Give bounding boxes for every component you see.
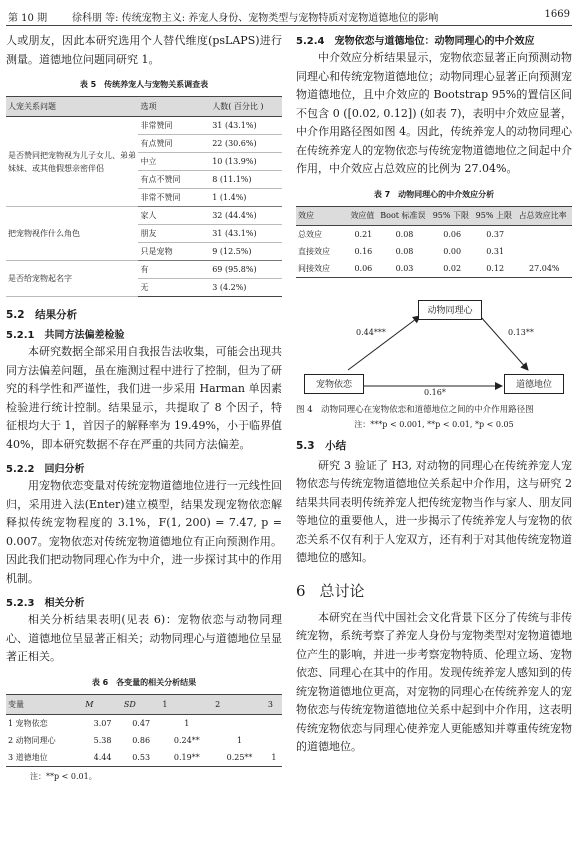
table-cell: 0.02 (431, 260, 474, 278)
table5-header-row (6, 97, 282, 117)
table-row (296, 225, 572, 243)
table5-option: 有点赞同 (138, 135, 210, 153)
table6-caption: 表 6 各变量的相关分析结果 (91, 677, 197, 687)
table5 (6, 96, 282, 297)
table5-count: 31 (43.1%) (210, 117, 282, 135)
table-cell: 3.07 (93, 718, 112, 728)
path-c-label: 0.16* (424, 387, 446, 397)
paragraph-6: 本研究在当代中国社会文化背景下区分了传统与非传统宠物，系统考察了养宠人身份与宠物类型对宠物道德地位产生的影响，并进一步考察宠物特质、伦理立场、宠物依恋、同理心在其中的作用。发现传统养宠人感知到的传统宠物道德地位更高，对宠物的同理心在传统养宠人的宠物依恋与传统宠物道德地位关系中起到中介作用，这表明传统宠物依恋与同理心使养宠人更能感知并尊重传统宠物的道德地位。 (296, 610, 572, 753)
table7-header: 占总效应比率 (517, 206, 572, 225)
table-cell: 0.25** (213, 749, 266, 767)
table-cell: 0.24** (173, 735, 200, 745)
table-cell: 0.08 (395, 229, 414, 239)
table-cell: 0.86 (132, 735, 151, 745)
table6-header: M (83, 694, 122, 714)
table-cell: 直接效应 (298, 246, 330, 256)
table-cell: 1 (184, 718, 190, 728)
table7-header: 效应值 (348, 206, 378, 225)
table-cell: 0.16 (354, 246, 373, 256)
table6 (6, 694, 282, 767)
table5-count: 69 (95.8%) (210, 261, 282, 279)
paragraph-5-2-4: 中介效应分析结果显示，宠物依恋显著正向预测动物同理心和传统宠物道德地位；动物同理心显著正向预测宠物道德地位，且中介效应的 Bootstrap 95%的置信区间不包含 0 ([0.02, 0.12]) (如表 7)，表明中介效应显著，中介作用路径图如图 4。因此，传统养宠人的动物同理心在传统养宠人的宠物依恋与传统宠物道德地位之间起中介作用，中介效应占总效应的比例为 27.04%。 (296, 51, 572, 175)
paragraph-5-2-2: 用宠物依恋变量对传统宠物道德地位进行一元线性回归，采用进入法(Enter)建立模型，结果发现宠物依恋解释拟传统宠物程度的 3.1%，F(1, 200) = 7.47, p = 0.007。宠物依恋对传统宠物道德地位有正向预测作用。因此我们把动物同理心作为中介，进一步探讨其中的作用机制。 (6, 479, 282, 585)
table-cell (266, 732, 282, 749)
table-row (6, 749, 282, 767)
table-row (296, 260, 572, 278)
table-row (6, 207, 282, 225)
running-header (6, 4, 572, 26)
table6-header-row (6, 694, 282, 714)
section-6-title: 总讨论 (319, 581, 365, 600)
table-cell: 0.06 (443, 229, 462, 239)
path-a-label: 0.44*** (356, 327, 386, 337)
section-heading-5-2: 5.2 结果分析 (6, 309, 78, 321)
left-column (6, 32, 282, 840)
section-heading-5-2-3: 5.2.3 相关分析 (6, 598, 85, 609)
table-cell: 总效应 (298, 229, 322, 239)
issue-number: 第 10 期 (8, 13, 48, 24)
table-cell: 3 道德地位 (6, 749, 83, 767)
table-cell (266, 714, 282, 732)
table-cell: 0.03 (378, 260, 430, 278)
section-heading-6 (296, 580, 572, 601)
table5-option: 无 (138, 279, 210, 297)
paragraph-5-2-3: 相关分析结果表明(见表 6)：宠物依恋与动物同理心、道德地位呈显著正相关；动物同理心与道德地位呈显著正相关。 (6, 613, 282, 663)
table-cell: 0.21 (354, 229, 373, 239)
table-cell: 0.37 (486, 229, 505, 239)
section-heading-5-2-4: 5.2.4 宠物依恋与道德地位：动物同理心的中介效应 (296, 36, 535, 47)
right-column (296, 32, 572, 840)
section-heading-5-2-1: 5.2.1 共同方法偏差检验 (6, 330, 125, 341)
table5-question-3: 是否给宠物起名字 (6, 261, 138, 297)
table7-header: 95% 下限 (431, 206, 474, 225)
table5-option: 有点不赞同 (138, 171, 210, 189)
figure4-note: 注：***p < 0.001, **p < 0.01, *p < 0.05 (354, 419, 514, 429)
table-cell: 0.12 (474, 260, 517, 278)
table6-header: 变量 (6, 694, 83, 714)
table-cell: 5.38 (93, 735, 112, 745)
table-row (6, 732, 282, 749)
page-number: 1669 (544, 9, 570, 20)
table5-count: 3 (4.2%) (210, 279, 282, 297)
table-cell: 0.47 (132, 718, 151, 728)
table5-option: 只是宠物 (138, 243, 210, 261)
table-cell: 0.31 (486, 246, 505, 256)
table-cell: 0.06 (348, 260, 378, 278)
table-cell (517, 243, 572, 260)
table5-count: 10 (13.9%) (210, 153, 282, 171)
table-cell: 4.44 (83, 749, 122, 767)
table5-count: 22 (30.6%) (210, 135, 282, 153)
table7-caption: 表 7 动物同理心的中介效应分析 (373, 189, 495, 199)
table6-header: SD (122, 694, 161, 714)
table6-note: 注：**p < 0.01。 (30, 771, 97, 781)
table5-count: 8 (11.1%) (210, 171, 282, 189)
intro-paragraph: 人或朋友，因此本研究选用个人替代维度(psLAPS)进行测量。道德地位问题同研究 1。 (6, 34, 282, 66)
table6-header: 3 (266, 694, 282, 714)
table-cell: 0.08 (395, 246, 414, 256)
table5-option: 非常赞同 (138, 117, 210, 135)
path-b-arrow (480, 316, 528, 370)
table5-header-count: 人数( 百分比 ) (210, 97, 282, 117)
table-cell: 0.53 (122, 749, 161, 767)
table-cell: 0.00 (443, 246, 462, 256)
table6-header: 2 (213, 694, 266, 714)
node-mediator: 动物同理心 (418, 300, 482, 320)
node-x: 宠物依恋 (304, 374, 364, 394)
table5-option: 有 (138, 261, 210, 279)
table-row (6, 117, 282, 135)
table5-question-2: 把宠物视作什么角色 (6, 207, 138, 261)
section-heading-5-3: 5.3 小结 (296, 439, 347, 452)
path-a-arrow (348, 316, 420, 370)
paragraph-5-2-1: 本研究数据全部采用自我报告法收集，可能会出现共同方法偏差问题，虽在施测过程中进行了控制，但为了研究的科学性和严谨性，我们进一步采用 Harman 单因素检验进行统计控制。结果显示，共提取了 8 个因子，特征根均大于 1，首因子的解释率为 19.49%，小于临界值 40%，即本研究数据不存在严重的共同方法偏差。 (6, 345, 282, 451)
table-cell: 间接效应 (296, 260, 348, 278)
table7 (296, 206, 572, 278)
section-heading-5-2-2: 5.2.2 回归分析 (6, 464, 85, 475)
table5-option: 非常不赞同 (138, 189, 210, 207)
table5-count: 9 (12.5%) (210, 243, 282, 261)
table7-header: Boot 标准误 (378, 206, 430, 225)
path-b-label: 0.13** (508, 327, 534, 337)
table-cell: 1 (266, 749, 282, 767)
table-cell: 27.04% (517, 260, 572, 278)
table-cell (213, 714, 266, 732)
table-cell: 0.19** (160, 749, 213, 767)
node-y: 道德地位 (504, 374, 564, 394)
table-cell: 1 宠物依恋 (8, 718, 48, 728)
figure4-diagram (296, 288, 572, 400)
table-cell: 1 (236, 735, 243, 745)
table-cell: 2 动物同理心 (8, 735, 56, 745)
table7-header: 效应 (296, 206, 348, 225)
table-cell (517, 225, 572, 243)
table-row (6, 714, 282, 732)
table-row (6, 261, 282, 279)
paragraph-5-3: 研究 3 验证了 H3, 对动物的同理心在传统养宠人宠物依恋与传统宠物道德地位关系起中介作用，这与研究 2 结果共同表明传统养宠人把传统宠物当作与家人、朋友同等地位的重要他人，进一步揭示了传统养宠人与宠物的依恋关系不仅有利于人宠双方，还有利于对其他传统宠物道德地位的感知。 (296, 458, 572, 564)
table5-option: 朋友 (138, 225, 210, 243)
section-6-number: 6 (296, 581, 306, 600)
table5-header-option: 选项 (138, 97, 210, 117)
table7-header: 95% 上限 (474, 206, 517, 225)
table-row (296, 243, 572, 260)
table5-count: 1 (1.4%) (210, 189, 282, 207)
table7-header-row (296, 206, 572, 225)
running-title: 徐科朋 等: 传统宠物主义: 养宠人身份、宠物类型与宠物特质对宠物道德地位的影响 (72, 13, 439, 24)
table5-count: 32 (44.4%) (210, 207, 282, 225)
table5-option: 中立 (138, 153, 210, 171)
figure4-caption: 图 4 动物同理心在宠物依恋和道德地位之间的中介作用路径图 (296, 404, 534, 415)
table6-header: 1 (160, 694, 213, 714)
table5-question-1: 是否赞同把宠物视为儿子女儿、弟弟妹妹、或其他假想亲密伴侣 (6, 117, 138, 207)
table5-header-question: 人宠关系问题 (6, 97, 138, 117)
table5-count: 31 (43.1%) (210, 225, 282, 243)
table5-caption: 表 5 传统养宠人与宠物关系调查表 (79, 80, 209, 89)
table5-option: 家人 (138, 207, 210, 225)
